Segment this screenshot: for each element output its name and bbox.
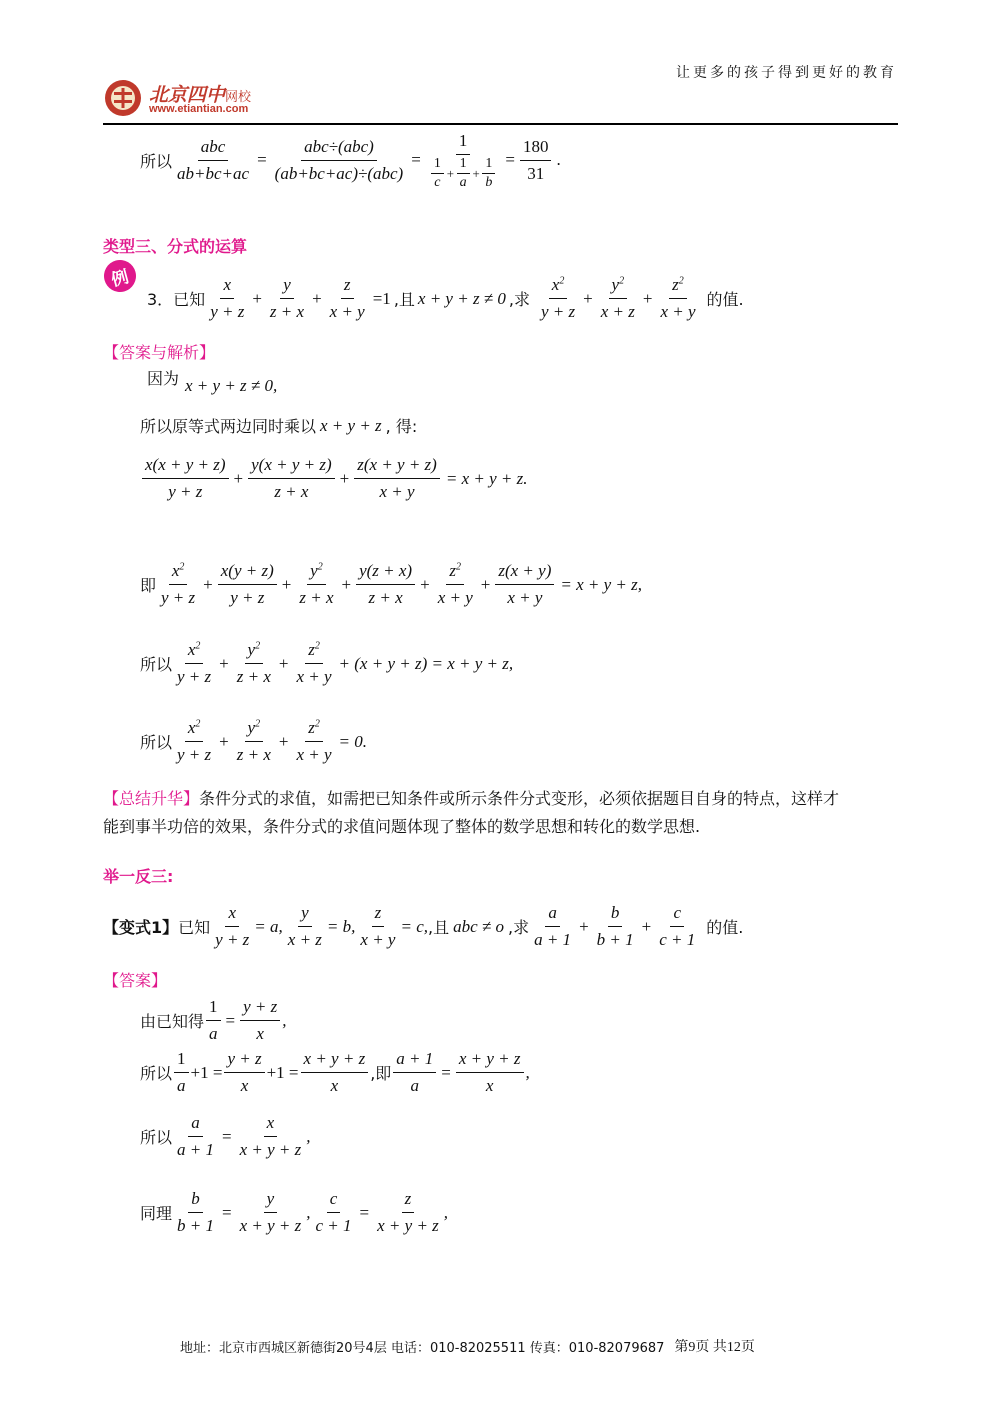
practice-title: 举一反三:: [103, 867, 174, 886]
top-lead: 所以: [140, 151, 173, 171]
answer-label: 【答案与解析】: [103, 343, 216, 362]
header-slogan: 让更多的孩子得到更好的教育: [676, 65, 897, 81]
sol-step1: 所以原等式两边同时乘以 x + y + z , 得:: [140, 415, 418, 436]
sol2-eq2: 所以 $\frac{1}{a}$ +1 = $\frac{y + z}{x}$ +1 = $\frac{x + y + z}{x}$ ,即 $\frac{a + 1}{a}$ = $\frac{x + y + z}{x}$ ,: [140, 1046, 530, 1099]
sol-eq4: 所以 $\frac{x^2}{y + z}$ + $\frac{y^2}{z + x}$ + $\frac{z^2}{x + y}$ = 0.: [140, 715, 367, 768]
answer2-label: 【答案】: [103, 971, 168, 990]
sol-eq1: $\frac{x(x + y + z)}{y + z}$ + $\frac{y(x + y + z)}{z + x}$ + $\frac{z(x + y + z)}{x + y}$ = x + y + z.: [140, 452, 527, 505]
logo-icon: [103, 78, 143, 118]
logo: [103, 78, 283, 118]
section3-title: 类型三、分式的运算: [103, 237, 248, 256]
example-badge: 例: [102, 258, 142, 294]
footer: 地址：北京市西城区新德街20号4层 电话：010-82025511 传真：010-82079687 第9页 共12页: [180, 1340, 755, 1356]
sol2-eq4: 同理 $\frac{b}{b + 1}$ = $\frac{y}{x + y + z}$ , $\frac{c}{c + 1}$ = $\frac{z}{x + y + z}$ ,: [140, 1186, 448, 1239]
top-formula: 所以 $\frac{\text{abc}}{ab+bc+ac}$ = $\frac{\text{abc÷(abc)}}{\text{(ab+bc+ac)÷(abc)}}$ = 1 $\frac{1}{c}$ + $\frac{1}{a}$ + $\frac{1}{b}$ = $\frac{180}{31}$ .: [140, 128, 564, 192]
logo-url: www.etiantian.com: [149, 103, 249, 115]
sol-eq3: 所以 $\frac{x^2}{y + z}$ + $\frac{y^2}{z + x}$ + $\frac{z^2}{x + y}$ + (x + y + z) = x + y + z,: [140, 637, 513, 690]
sol2-eq1: 由已知得 $\frac{1}{a}$ = $\frac{y + z}{x}$ ,: [140, 994, 287, 1047]
logo-text: 北京四中网校: [149, 84, 252, 106]
sol-because: 因为: [147, 369, 180, 388]
summary: 【总结升华】条件分式的求值，如需把已知条件或所示条件分式变形，必须依据题目自身的特点，这样才 能到事半功倍的效果，条件分式的求值问题体现了整体的数学思想和转化的数学思想.: [103, 789, 840, 836]
sol-because-expr: x + y + z ≠ 0 ,: [185, 376, 278, 395]
sol-eq2: 即 $\frac{x^2}{y + z}$ + $\frac{x(y + z)}{y + z}$ + $\frac{y^2}{z + x}$ + $\frac{y(z + x)}{z + x}$ + $\frac{z^2}{x + y}$ + $\frac{z(x + y)}{x + y}$ = x + y + z,: [140, 558, 642, 611]
sol2-eq3: 所以 $\frac{a}{a + 1}$ = $\frac{x}{x + y + z}$ ,: [140, 1110, 311, 1163]
header-rule: [103, 123, 898, 125]
example3-statement: 3．已知 $\frac{x}{y + z}$ + $\frac{y}{z + x}$ + $\frac{z}{x + y}$ =1 ,且 x + y + z ≠ 0 ,求 $\frac{x^2}{y + z}$ + $\frac{y^2}{x + z}$ + $\frac{z^2}{x + y}$ 的值.: [147, 272, 744, 325]
variant-statement: 【变式1】 已知 $\frac{x}{y + z}$ = a, $\frac{y}{x + z}$ = b, $\frac{z}{x + y}$ = c, ,且 abc ≠ o ,求 $\frac{a}{a + 1}$ + $\frac{b}{b + 1}$ + $\frac{c}{c + 1}$ 的值.: [103, 900, 743, 953]
